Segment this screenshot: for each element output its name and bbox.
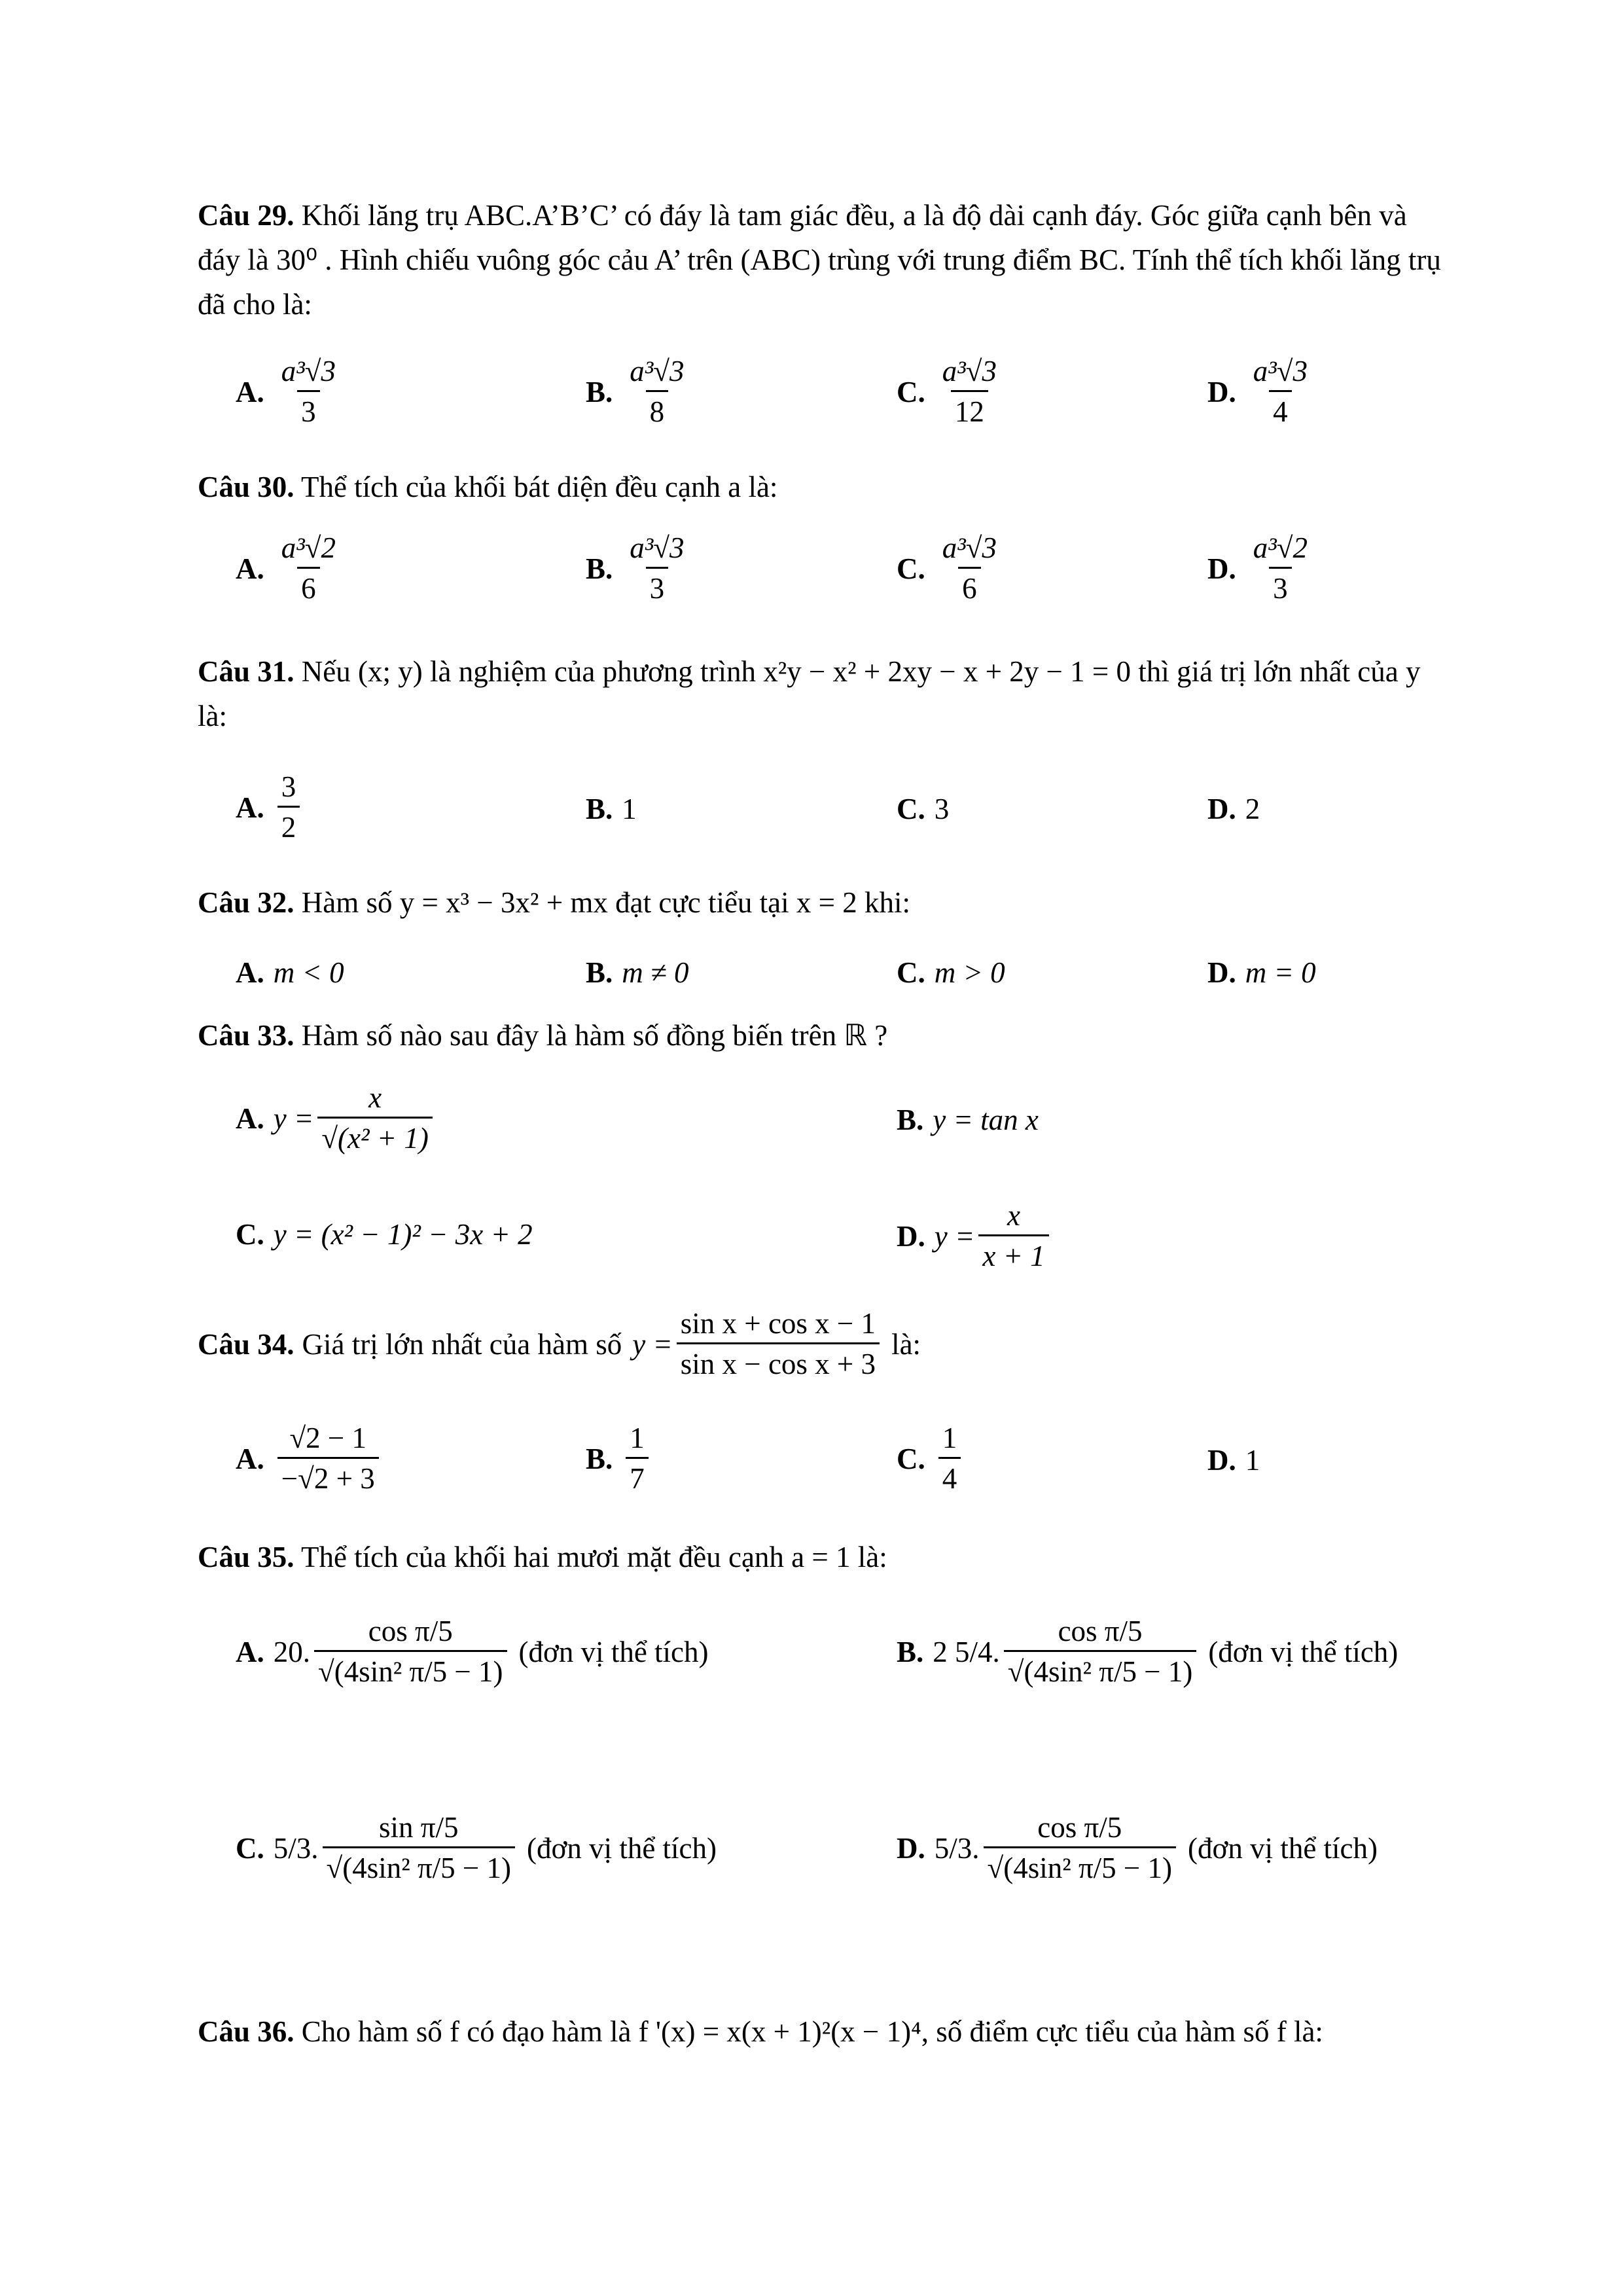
numerator: a³√3	[630, 355, 685, 387]
fraction	[677, 1309, 880, 1379]
option-35-c[interactable]	[236, 1813, 717, 1883]
fraction	[314, 1617, 507, 1687]
question-text-end: là:	[891, 1327, 921, 1361]
option-33-c[interactable]	[236, 1217, 533, 1251]
numerator: a³√2	[1253, 531, 1308, 564]
numerator: sin x + cos x − 1	[680, 1307, 876, 1340]
numerator: a³√3	[630, 531, 685, 564]
question-text: Thể tích của khối bát diện đều cạnh a là:	[300, 471, 778, 503]
fraction	[277, 357, 340, 427]
fraction	[938, 1424, 961, 1494]
option-30-a[interactable]	[236, 533, 344, 603]
denominator: 7	[626, 1457, 649, 1494]
numerator: a³√3	[281, 355, 336, 387]
denominator: √(4sin² π/5 − 1)	[1004, 1650, 1197, 1687]
option-value: m = 0	[1245, 956, 1316, 989]
coefficient: 5/3.	[934, 1831, 980, 1865]
denominator: sin x − cos x + 3	[677, 1342, 880, 1379]
option-label: C.	[897, 375, 925, 408]
option-33-a[interactable]	[236, 1083, 437, 1153]
denominator: √(4sin² π/5 − 1)	[314, 1650, 507, 1687]
denominator: 8	[646, 390, 669, 427]
unit-label: (đơn vị thể tích)	[1188, 1831, 1378, 1865]
option-value: m ≠ 0	[622, 956, 689, 989]
numerator: sin π/5	[379, 1811, 459, 1844]
option-value: 1	[622, 793, 637, 825]
option-label: C.	[897, 793, 925, 825]
question-36	[198, 2009, 1441, 2054]
fraction	[984, 1813, 1177, 1883]
option-label: C.	[236, 1218, 264, 1251]
option-label: B.	[586, 1442, 613, 1475]
option-35-b[interactable]	[897, 1617, 1398, 1687]
fraction	[323, 1813, 516, 1883]
fraction	[1004, 1617, 1197, 1687]
option-30-b[interactable]	[586, 533, 692, 603]
fraction	[978, 1201, 1048, 1271]
numerator: x	[1007, 1199, 1020, 1232]
question-number: Câu 33.	[198, 1019, 294, 1052]
question-32	[198, 880, 1441, 925]
fraction	[277, 1424, 379, 1494]
unit-label: (đơn vị thể tích)	[518, 1635, 709, 1668]
option-31-c[interactable]	[897, 792, 949, 826]
option-label: B.	[586, 552, 613, 585]
option-34-c[interactable]	[897, 1424, 965, 1494]
option-label: B.	[586, 793, 613, 825]
coefficient: 5/3.	[273, 1831, 319, 1865]
denominator: 2	[277, 806, 300, 842]
option-32-d[interactable]	[1207, 956, 1316, 990]
option-33-d[interactable]	[897, 1201, 1053, 1271]
option-label: B.	[586, 375, 613, 408]
coefficient: 20.	[273, 1635, 310, 1668]
question-number: Câu 29.	[198, 199, 294, 232]
numerator: a³√3	[942, 531, 997, 564]
option-label: D.	[897, 1219, 925, 1253]
numerator: cos π/5	[368, 1615, 453, 1647]
question-text: Nếu (x; y) là nghiệm của phương trình x²y − x² + 2xy − x + 2y − 1 = 0 thì giá trị lớn nhất của y là:	[198, 655, 1421, 732]
fraction	[1249, 357, 1311, 427]
unit-label: (đơn vị thể tích)	[527, 1831, 717, 1865]
option-label: B.	[897, 1103, 924, 1136]
option-29-c[interactable]	[897, 357, 1005, 427]
option-label: D.	[1207, 1444, 1236, 1477]
expression-prefix: y =	[934, 1219, 975, 1253]
numerator: a³√2	[281, 531, 336, 564]
question-34	[198, 1309, 921, 1379]
option-label: D.	[1207, 375, 1236, 408]
denominator: −√2 + 3	[277, 1457, 379, 1494]
option-label: A.	[236, 1442, 264, 1475]
option-35-a[interactable]	[236, 1617, 709, 1687]
denominator: 3	[297, 390, 320, 427]
option-29-a[interactable]	[236, 357, 344, 427]
option-32-a[interactable]	[236, 956, 344, 990]
option-label: C.	[236, 1831, 264, 1865]
option-31-b[interactable]	[586, 792, 637, 826]
denominator: x + 1	[978, 1234, 1048, 1271]
option-label: C.	[897, 956, 925, 989]
question-text: Hàm số y = x³ − 3x² + mx đạt cực tiểu tại x = 2 khi:	[301, 886, 911, 919]
option-label: C.	[897, 1442, 925, 1475]
question-text: Cho hàm số f có đạo hàm là f '(x) = x(x + 1)²(x − 1)⁴, số điểm cực tiểu của hàm số f là:	[301, 2015, 1323, 2048]
option-label: B.	[586, 956, 613, 989]
option-label: D.	[897, 1831, 925, 1865]
option-label: A.	[236, 1635, 264, 1668]
denominator: 4	[1269, 390, 1292, 427]
fraction	[626, 533, 688, 603]
option-label: B.	[897, 1635, 924, 1668]
option-value: y = tan x	[933, 1103, 1039, 1136]
numerator: 1	[630, 1422, 645, 1454]
denominator: 6	[958, 567, 981, 603]
question-text: Giá trị lớn nhất của hàm số	[302, 1327, 622, 1361]
numerator: a³√3	[1253, 355, 1308, 387]
numerator: a³√3	[942, 355, 997, 387]
fraction	[626, 357, 688, 427]
option-34-d[interactable]	[1207, 1443, 1260, 1477]
option-value: 2	[1245, 793, 1260, 825]
option-label: A.	[236, 552, 264, 585]
option-31-a[interactable]	[236, 772, 304, 842]
coefficient: 2 5/4.	[933, 1635, 1000, 1668]
option-value: m < 0	[273, 956, 344, 989]
option-32-c[interactable]	[897, 956, 1005, 990]
option-31-d[interactable]	[1207, 792, 1260, 826]
question-29	[198, 193, 1441, 327]
option-30-c[interactable]	[897, 533, 1005, 603]
question-number: Câu 32.	[198, 886, 294, 919]
fraction	[1249, 533, 1311, 603]
numerator: cos π/5	[1058, 1615, 1143, 1647]
question-number: Câu 34.	[198, 1327, 294, 1361]
option-34-a[interactable]	[236, 1424, 383, 1494]
denominator: √(4sin² π/5 − 1)	[323, 1846, 516, 1883]
question-number: Câu 36.	[198, 2015, 294, 2048]
expression-prefix: y =	[632, 1327, 673, 1361]
option-label: C.	[897, 552, 925, 585]
option-value: m > 0	[934, 956, 1005, 989]
question-text: Thể tích của khối hai mươi mặt đều cạnh a = 1 là:	[300, 1541, 887, 1573]
expression-prefix: y =	[273, 1102, 314, 1135]
denominator: 4	[938, 1457, 961, 1494]
option-value: 1	[1245, 1444, 1260, 1477]
option-34-b[interactable]	[586, 1424, 652, 1494]
option-33-b[interactable]	[897, 1103, 1039, 1137]
denominator: 12	[951, 390, 988, 427]
numerator: x	[368, 1081, 382, 1114]
option-label: D.	[1207, 956, 1236, 989]
option-label: A.	[236, 791, 264, 824]
fraction	[277, 772, 300, 842]
question-number: Câu 35.	[198, 1541, 294, 1573]
option-32-b[interactable]	[586, 956, 688, 990]
option-30-d[interactable]	[1207, 533, 1315, 603]
denominator: √(4sin² π/5 − 1)	[984, 1846, 1177, 1883]
denominator: 6	[297, 567, 320, 603]
option-value: y = (x² − 1)² − 3x + 2	[273, 1218, 533, 1251]
question-35	[198, 1535, 1441, 1579]
denominator: 3	[646, 567, 669, 603]
question-31	[198, 649, 1441, 738]
numerator: cos π/5	[1037, 1811, 1122, 1844]
option-label: A.	[236, 1102, 264, 1135]
question-30	[198, 465, 1441, 509]
question-number: Câu 30.	[198, 471, 294, 503]
option-29-b[interactable]	[586, 357, 692, 427]
unit-label: (đơn vị thể tích)	[1208, 1635, 1399, 1668]
option-label: A.	[236, 956, 264, 989]
numerator: 3	[281, 770, 296, 803]
option-value: 3	[934, 793, 950, 825]
fraction	[277, 533, 340, 603]
option-label: A.	[236, 375, 264, 408]
fraction	[317, 1083, 433, 1153]
fraction	[626, 1424, 649, 1494]
option-29-d[interactable]	[1207, 357, 1315, 427]
option-label: D.	[1207, 793, 1236, 825]
fraction	[938, 533, 1001, 603]
numerator: 1	[942, 1422, 957, 1454]
question-number: Câu 31.	[198, 655, 294, 688]
option-35-d[interactable]	[897, 1813, 1378, 1883]
option-label: D.	[1207, 552, 1236, 585]
question-text: Khối lăng trụ ABC.A’B’C’ có đáy là tam giác đều, a là độ dài cạnh đáy. Góc giữa cạnh bên và đáy là 30⁰ . Hình chiếu vuông góc cảu A’ trên (ABC) trùng với trung điểm BC. Tính thể tích khối lăng trụ đã cho là:	[198, 199, 1441, 321]
question-33	[198, 1013, 1441, 1058]
fraction	[938, 357, 1001, 427]
question-text: Hàm số nào sau đây là hàm số đồng biến trên ℝ ?	[301, 1019, 888, 1052]
denominator: 3	[1269, 567, 1292, 603]
denominator: √(x² + 1)	[317, 1117, 433, 1153]
numerator: √2 − 1	[289, 1422, 367, 1454]
